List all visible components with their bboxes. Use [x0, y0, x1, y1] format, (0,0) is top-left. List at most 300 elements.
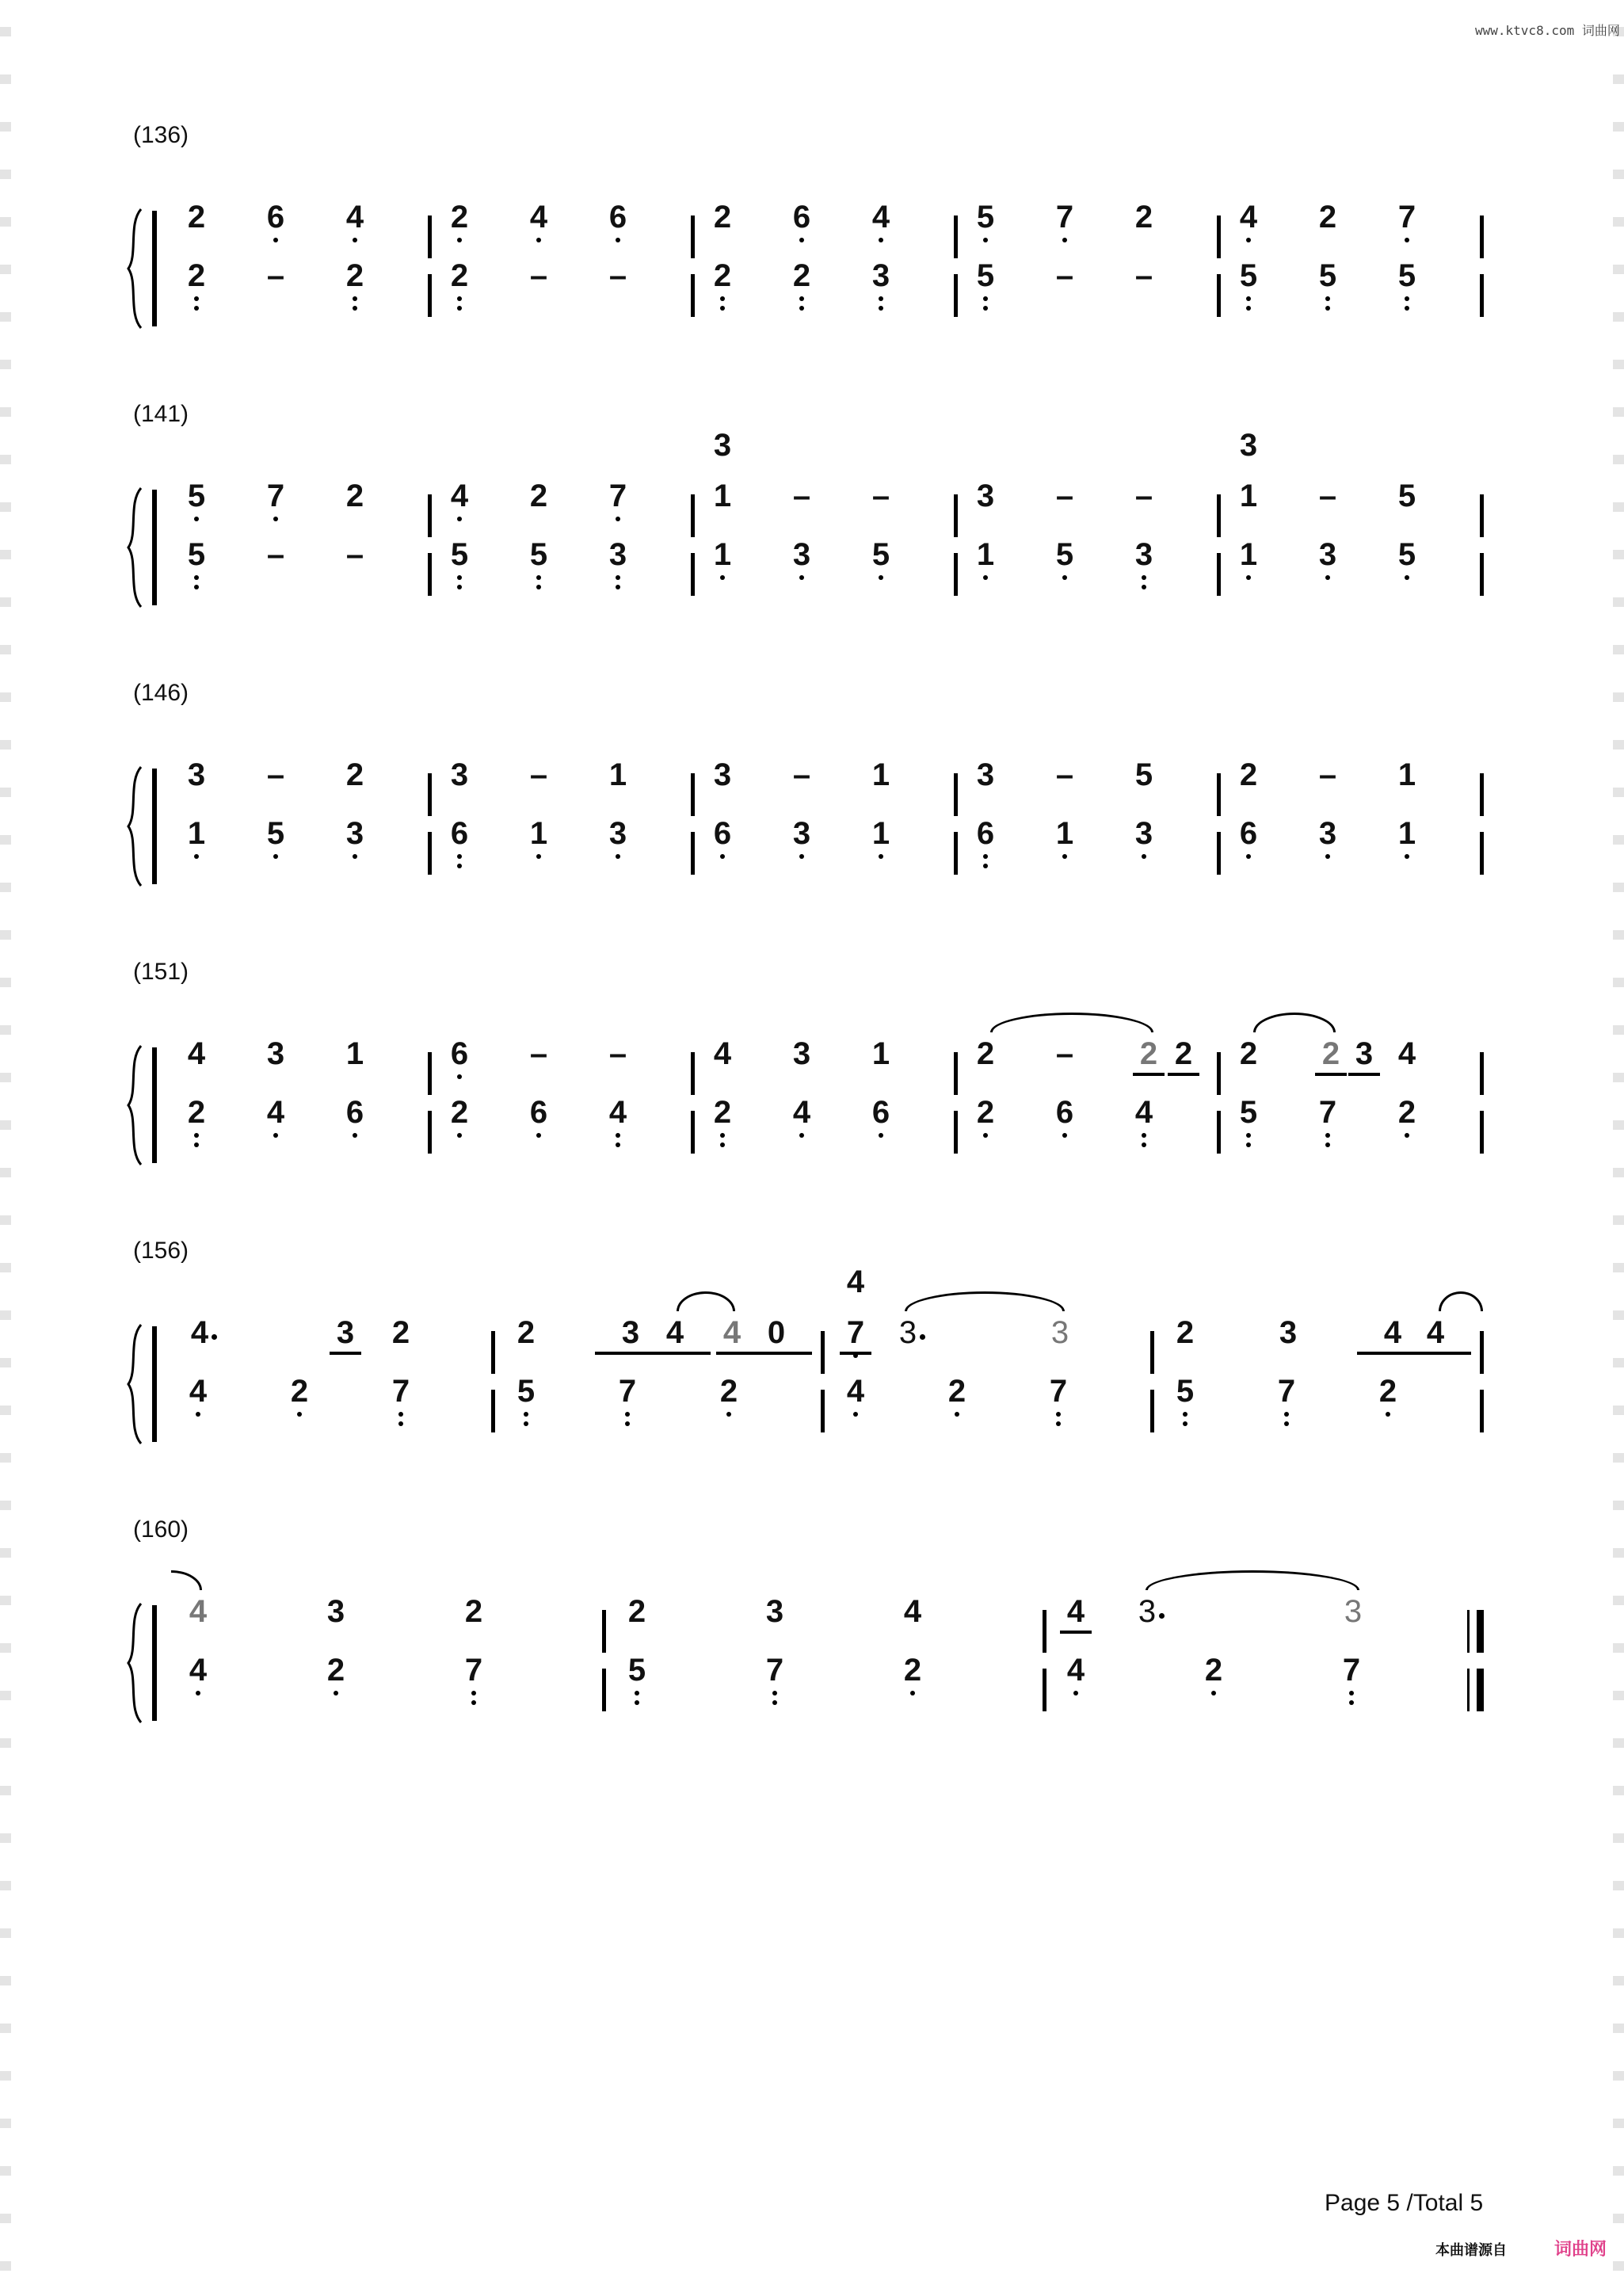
note-digit: 1 — [345, 1036, 364, 1071]
note-digit: 7 — [266, 479, 285, 513]
sustain-dash — [1046, 239, 1083, 315]
note — [1309, 1076, 1346, 1152]
note-digit: 1 — [1055, 816, 1074, 851]
note — [520, 518, 557, 594]
low-octave-dot — [1246, 575, 1251, 580]
note-digit: 4 — [1066, 1594, 1085, 1629]
note-digit: 6 — [345, 1095, 364, 1130]
low-octave-dot — [616, 575, 620, 580]
barline-thin — [1467, 1669, 1470, 1711]
barline — [691, 1052, 695, 1095]
low-octave-dot — [536, 1133, 541, 1138]
barline — [954, 1052, 958, 1095]
note-digit: 5 — [1239, 258, 1258, 293]
low-octave-dot — [983, 864, 988, 868]
note-digit: 3 — [1318, 816, 1337, 851]
low-octave-dot — [910, 1691, 915, 1695]
header-brand: 词曲网 — [1581, 23, 1620, 38]
note-digit: 2 — [1318, 200, 1337, 235]
note-digit: 6 — [450, 1036, 469, 1071]
barline — [691, 494, 695, 537]
note-digit: 3 — [1279, 1315, 1298, 1350]
system-line — [152, 1605, 157, 1721]
note-digit: 4 — [266, 1095, 285, 1130]
note-digit: 7 — [846, 1315, 865, 1350]
header-site[interactable]: www.ktvc8.com 词曲网 — [1475, 23, 1620, 38]
note-digit: 2 — [1321, 1036, 1340, 1071]
note-digit: 1 — [1397, 816, 1416, 851]
brace — [127, 765, 143, 887]
note — [967, 1076, 1004, 1152]
low-octave-dot — [720, 1133, 725, 1138]
low-octave-dot — [1142, 1133, 1146, 1138]
barline — [428, 1111, 432, 1154]
note-digit: 2 — [976, 1095, 995, 1130]
note — [257, 797, 294, 873]
measure-number: (146) — [133, 680, 189, 706]
note-digit: 3 — [976, 479, 995, 513]
low-octave-dot — [457, 1133, 462, 1138]
note-digit: 2 — [947, 1374, 966, 1409]
note-digit: 5 — [1134, 757, 1153, 792]
note-digit: 4 — [1134, 1095, 1153, 1130]
note-digit: 3 — [1318, 537, 1337, 572]
note-digit: 2 — [187, 1095, 206, 1130]
barline — [428, 216, 432, 258]
note — [1046, 1076, 1083, 1152]
note — [1195, 1634, 1232, 1710]
barline — [428, 494, 432, 537]
note — [1370, 1355, 1406, 1431]
low-octave-dot — [194, 306, 199, 311]
note-digit: 4 — [189, 1653, 208, 1688]
note-digit: 1 — [871, 816, 890, 851]
note-digit: – — [1134, 258, 1153, 293]
note-digit: 4 — [189, 1374, 208, 1409]
note-digit: – — [266, 537, 285, 572]
system-line — [152, 769, 157, 884]
brace — [127, 1323, 143, 1445]
note — [456, 1634, 492, 1710]
low-octave-dot — [616, 585, 620, 589]
low-octave-dot — [1386, 1412, 1390, 1417]
note-digit: 2 — [1204, 1653, 1223, 1688]
note — [704, 518, 741, 594]
barline — [1480, 553, 1484, 596]
note-digit: 7 — [618, 1374, 637, 1409]
barline — [428, 274, 432, 317]
barline — [954, 773, 958, 816]
note-digit: 1 — [1239, 537, 1258, 572]
note — [1126, 797, 1162, 873]
barline — [1480, 832, 1484, 875]
barline — [1043, 1669, 1046, 1711]
low-octave-dot — [726, 1412, 731, 1417]
barline — [1217, 1111, 1221, 1154]
note-digit: 3 — [608, 816, 627, 851]
barline — [954, 274, 958, 317]
barline — [428, 773, 432, 816]
note — [863, 797, 899, 873]
barline — [691, 832, 695, 875]
note — [180, 1634, 216, 1710]
note — [520, 1076, 557, 1152]
low-octave-dot — [1405, 296, 1409, 301]
barline — [1480, 773, 1484, 816]
low-octave-dot — [1142, 575, 1146, 580]
note-digit: 5 — [1239, 1095, 1258, 1130]
note-digit: 4 — [722, 1315, 741, 1350]
note-digit: 7 — [1397, 200, 1416, 235]
note-digit: 3 — [621, 1315, 640, 1350]
note — [1333, 1634, 1370, 1710]
note-digit: 2 — [1239, 1036, 1258, 1071]
low-octave-dot — [196, 1691, 200, 1695]
slur — [1253, 1013, 1336, 1032]
low-octave-dot — [1056, 1412, 1061, 1417]
low-octave-dot — [1246, 854, 1251, 859]
note-digit: 2 — [450, 258, 469, 293]
barline — [428, 553, 432, 596]
brace — [127, 208, 143, 330]
chord-tone: 3 — [713, 428, 732, 463]
note-digit: 5 — [976, 200, 995, 235]
low-octave-dot — [1056, 1421, 1061, 1426]
low-octave-dot — [616, 854, 620, 859]
low-octave-dot — [194, 1142, 199, 1147]
note-digit: 7 — [1342, 1653, 1361, 1688]
note — [1058, 1634, 1094, 1710]
note-digit: 7 — [1277, 1374, 1296, 1409]
note — [600, 1076, 636, 1152]
note-digit: 4 — [529, 200, 548, 235]
note — [1389, 797, 1425, 873]
barline — [1477, 1669, 1484, 1711]
note-digit: 2 — [345, 479, 364, 513]
note — [1165, 1017, 1202, 1093]
note-digit: 7 — [765, 1653, 784, 1688]
note-digit: 1 — [529, 816, 548, 851]
note — [441, 797, 478, 873]
barline — [491, 1390, 495, 1432]
low-octave-dot — [983, 854, 988, 859]
note-digit: 5 — [976, 258, 995, 293]
note — [1230, 518, 1267, 594]
note-digit: 6 — [266, 200, 285, 235]
note-digit: 4 — [189, 1594, 208, 1629]
low-octave-dot — [983, 575, 988, 580]
right-margin-watermark — [1613, 0, 1624, 2281]
note-digit: – — [1318, 479, 1337, 513]
barline — [1480, 1111, 1484, 1154]
note-digit: 2 — [529, 479, 548, 513]
note-digit: 3 — [336, 1315, 355, 1350]
barline — [1217, 494, 1221, 537]
low-octave-dot — [524, 1421, 528, 1426]
note-digit: 4 — [665, 1315, 684, 1350]
note-digit: 7 — [1055, 200, 1074, 235]
note — [757, 1634, 793, 1710]
note — [257, 1076, 294, 1152]
low-octave-dot — [983, 296, 988, 301]
note-digit: 2 — [713, 200, 732, 235]
sustain-dash — [520, 239, 557, 315]
sustain-dash — [257, 239, 294, 315]
low-octave-dot — [273, 854, 278, 859]
note-digit: 2 — [450, 200, 469, 235]
low-octave-dot — [398, 1412, 403, 1417]
low-octave-dot — [194, 296, 199, 301]
beam — [1400, 1352, 1471, 1355]
note — [1040, 1355, 1077, 1431]
underline — [1168, 1073, 1199, 1076]
low-octave-dot — [1325, 1142, 1330, 1147]
note-digit: 5 — [1397, 258, 1416, 293]
system-line — [152, 490, 157, 605]
sustain-dash — [257, 518, 294, 594]
brace — [127, 486, 143, 608]
note — [600, 797, 636, 873]
low-octave-dot — [799, 575, 804, 580]
note-digit: 5 — [1055, 537, 1074, 572]
note-digit: 6 — [1239, 816, 1258, 851]
note — [1046, 518, 1083, 594]
note-digit: 3 — [1138, 1594, 1157, 1629]
barline — [1480, 494, 1484, 537]
low-octave-dot — [334, 1691, 338, 1695]
note-digit: 3 — [765, 1594, 784, 1629]
barline — [1217, 832, 1221, 875]
note — [783, 239, 820, 315]
low-octave-dot — [194, 1133, 199, 1138]
note — [1046, 797, 1083, 873]
note — [783, 1076, 820, 1152]
note-digit: 4 — [187, 1036, 206, 1071]
low-octave-dot — [194, 854, 199, 859]
note-digit: 7 — [608, 479, 627, 513]
note-digit: – — [1055, 757, 1074, 792]
note-digit: 3 — [713, 757, 732, 792]
barline — [1480, 1390, 1484, 1432]
note-digit: 5 — [187, 537, 206, 572]
note-digit: – — [1055, 1036, 1074, 1071]
low-octave-dot — [1405, 854, 1409, 859]
note-digit: 4 — [871, 200, 890, 235]
note — [318, 1634, 354, 1710]
note-digit: – — [792, 479, 811, 513]
low-octave-dot — [194, 585, 199, 589]
tie-continuation — [171, 1570, 202, 1590]
note-digit: 3 — [898, 1315, 917, 1350]
barline — [1480, 216, 1484, 258]
note-digit: 2 — [903, 1653, 922, 1688]
note-digit: 3 — [792, 1036, 811, 1071]
note-digit: 2 — [627, 1594, 646, 1629]
note-digit: 5 — [1397, 479, 1416, 513]
note-digit: 4 — [1426, 1315, 1445, 1350]
low-octave-dot — [457, 854, 462, 859]
note — [1309, 797, 1346, 873]
note-digit: 5 — [266, 816, 285, 851]
low-octave-dot — [1062, 575, 1067, 580]
slur — [905, 1291, 1065, 1311]
low-octave-dot — [720, 296, 725, 301]
note — [1346, 1017, 1382, 1093]
note — [178, 1076, 215, 1152]
note-digit: 0 — [767, 1315, 786, 1350]
low-octave-dot — [1284, 1412, 1289, 1417]
note-digit: 1 — [713, 479, 732, 513]
note-digit: 6 — [529, 1095, 548, 1130]
note-digit: 7 — [1049, 1374, 1068, 1409]
note — [863, 1076, 899, 1152]
low-octave-dot — [353, 854, 357, 859]
note — [600, 518, 636, 594]
note — [1167, 1355, 1203, 1431]
note-digit: 7 — [1318, 1095, 1337, 1130]
note — [441, 1076, 478, 1152]
underline — [330, 1352, 361, 1355]
low-octave-dot — [616, 1142, 620, 1147]
note — [1126, 518, 1162, 594]
barline — [1480, 1331, 1484, 1374]
system-line — [152, 1047, 157, 1163]
note-digit: 1 — [187, 816, 206, 851]
note-digit: 2 — [1134, 200, 1153, 235]
barline — [1150, 1390, 1154, 1432]
barline — [428, 1052, 432, 1095]
barline — [691, 1111, 695, 1154]
note-digit: 4 — [792, 1095, 811, 1130]
note — [967, 239, 1004, 315]
low-octave-dot — [457, 864, 462, 868]
low-octave-dot — [457, 306, 462, 311]
note — [1389, 518, 1425, 594]
note-digit: 1 — [608, 757, 627, 792]
note — [939, 1355, 975, 1431]
note — [783, 518, 820, 594]
note-digit: 6 — [713, 816, 732, 851]
note-digit: – — [1055, 258, 1074, 293]
note-digit: 4 — [903, 1594, 922, 1629]
low-octave-dot — [879, 296, 883, 301]
page-number: Page 5 /Total 5 — [1325, 2190, 1484, 2216]
note-digit: 7 — [391, 1374, 410, 1409]
measure-number: (141) — [133, 401, 189, 427]
note-digit: 2 — [450, 1095, 469, 1130]
low-octave-dot — [1246, 1142, 1251, 1147]
note-digit: 2 — [713, 1095, 732, 1130]
note-digit: 3 — [1134, 816, 1153, 851]
note-digit: 6 — [976, 816, 995, 851]
note-digit: 2 — [345, 757, 364, 792]
low-octave-dot — [297, 1412, 302, 1417]
note-digit: 2 — [1139, 1036, 1158, 1071]
barline — [1217, 216, 1221, 258]
barline — [602, 1669, 606, 1711]
note-digit: 3 — [1134, 537, 1153, 572]
note-digit: 5 — [1318, 258, 1337, 293]
barline — [1043, 1610, 1046, 1653]
barline — [1480, 1052, 1484, 1095]
note-digit: 3 — [450, 757, 469, 792]
note-digit: 5 — [529, 537, 548, 572]
measure-number: (136) — [133, 122, 189, 148]
low-octave-dot — [1142, 585, 1146, 589]
brace — [127, 1602, 143, 1724]
note — [1230, 239, 1267, 315]
barline — [1217, 553, 1221, 596]
note-digit: 3 — [871, 258, 890, 293]
note — [383, 1355, 419, 1431]
low-octave-dot — [879, 854, 883, 859]
low-octave-dot — [879, 1133, 883, 1138]
note-digit: – — [266, 757, 285, 792]
note-digit: 2 — [1176, 1315, 1195, 1350]
low-octave-dot — [983, 306, 988, 311]
note — [704, 1076, 741, 1152]
low-octave-dot — [457, 585, 462, 589]
note-digit: 3 — [326, 1594, 345, 1629]
note-digit: 2 — [345, 258, 364, 293]
low-octave-dot — [471, 1691, 476, 1695]
note-digit: 2 — [1174, 1036, 1193, 1071]
note — [520, 797, 557, 873]
low-octave-dot — [799, 854, 804, 859]
barline — [691, 773, 695, 816]
barline — [1150, 1331, 1154, 1374]
note — [711, 1355, 747, 1431]
low-octave-dot — [799, 306, 804, 311]
note-digit: 2 — [326, 1653, 345, 1688]
note-digit: 2 — [713, 258, 732, 293]
note — [704, 239, 741, 315]
low-octave-dot — [1246, 306, 1251, 311]
low-octave-dot — [1325, 1133, 1330, 1138]
sustain-dash — [337, 518, 373, 594]
note-digit: 6 — [450, 816, 469, 851]
measure-number: (160) — [133, 1516, 189, 1543]
sustain-dash — [600, 239, 636, 315]
low-octave-dot — [625, 1412, 630, 1417]
barline — [1217, 773, 1221, 816]
low-octave-dot — [1325, 854, 1330, 859]
note-digit: 3 — [345, 816, 364, 851]
note-digit: – — [792, 757, 811, 792]
note-digit: 1 — [1397, 757, 1416, 792]
note-digit: – — [266, 258, 285, 293]
note — [508, 1355, 544, 1431]
beam — [639, 1352, 711, 1355]
note-digit: 1 — [713, 537, 732, 572]
low-octave-dot — [1142, 854, 1146, 859]
measure-number: (156) — [133, 1238, 189, 1264]
low-octave-dot — [955, 1412, 959, 1417]
note — [609, 1355, 646, 1431]
low-octave-dot — [1183, 1412, 1188, 1417]
note-digit: – — [608, 258, 627, 293]
barline — [1477, 1610, 1484, 1653]
note — [967, 518, 1004, 594]
note-digit: 1 — [871, 1036, 890, 1071]
barline — [954, 832, 958, 875]
low-octave-dot — [194, 575, 199, 580]
note — [178, 797, 215, 873]
low-octave-dot — [879, 575, 883, 580]
note — [894, 1634, 931, 1710]
note-digit: – — [608, 1036, 627, 1071]
barline — [691, 553, 695, 596]
